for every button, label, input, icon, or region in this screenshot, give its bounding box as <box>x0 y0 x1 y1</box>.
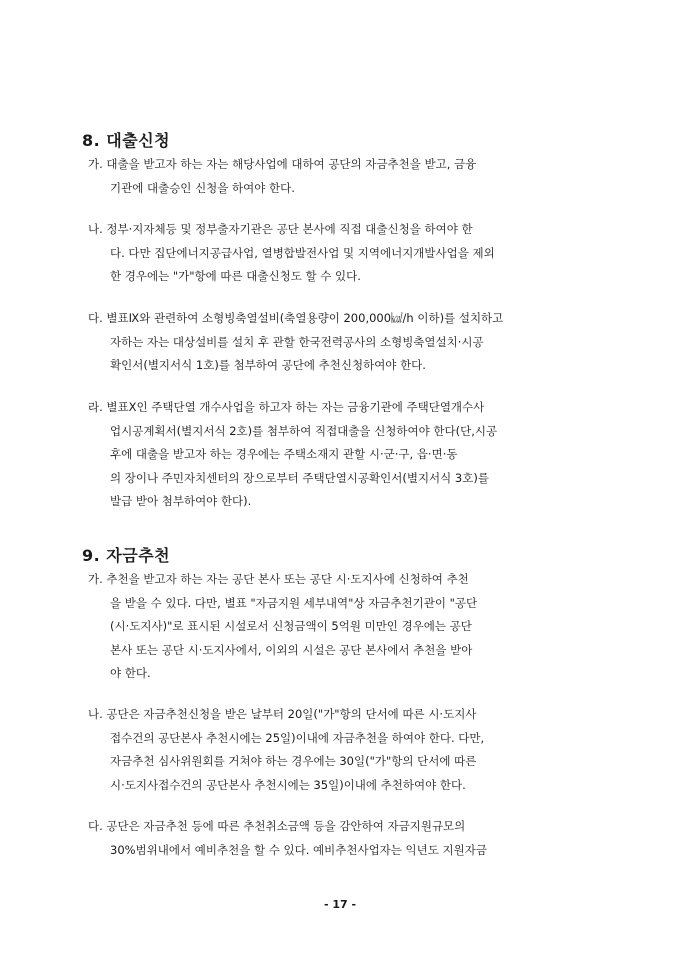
text-line: 후에 대출을 받고자 하는 경우에는 주택소재지 관할 시·군·구, 읍·면·동 <box>110 447 458 461</box>
text-line: 자하는 자는 대상설비를 설치 후 관할 한국전력공사의 소형빙축열설치·시공 <box>110 334 484 349</box>
text-line: 다. 다만 집단에너지공급사업, 열병합발전사업 및 지역에너지개발사업을 제외 <box>110 245 495 260</box>
text-line: 시·도지사접수건의 공단본사 추천시에는 35일)이내에 추천하여야 한다. <box>110 777 466 792</box>
text-line: 30%범위내에서 예비추천을 할 수 있다. 예비추천사업자는 익년도 지원자금 <box>110 842 487 857</box>
section-8-paragraph-ra <box>88 396 608 514</box>
text-line: 나. 정부·지자체등 및 정부출자기관은 공단 본사에 직접 대출신청을 하여야 한 <box>88 222 473 236</box>
text-line: 야 한다. <box>110 666 151 680</box>
text-line: 나. 공단은 자금추천신청을 받은 날부터 20일("가"항의 단서에 따른 시·도지사 <box>88 707 477 721</box>
text-line: 다. 공단은 자금추천 등에 따른 추천취소금액 등을 감안하여 자금지원규모의 <box>88 819 466 833</box>
text-line: 가. 추천을 받고자 하는 자는 공단 본사 또는 공단 시·도지사에 신청하여 추천 <box>88 572 469 586</box>
text-line: 확인서(별지서식 1호)를 첨부하여 공단에 추천신청하여야 한다. <box>110 358 426 372</box>
text-line: (시·도지사)"로 표시된 시설로서 신청금액이 5억원 미만인 경우에는 공단 <box>110 619 472 633</box>
text-line: 한 경우에는 "가"항에 따른 대출신청도 할 수 있다. <box>110 269 361 283</box>
text-line: 가. 대출을 받고자 하는 자는 해당사업에 대하여 공단의 자금추천을 받고, 금융 <box>88 157 477 171</box>
section-8-paragraph-da <box>88 307 608 378</box>
section-title-8: 8. 대출신청 <box>82 131 171 150</box>
text-line: 접수건의 공단본사 추천시에는 25일)이내에 자금추천을 하여야 한다. 다만, <box>110 730 485 745</box>
text-line: 을 받을 수 있다. 다만, 별표 "자금지원 세부내역"상 자금추천기관이 "공단 <box>110 595 478 610</box>
text-line: 다. 별표Ⅸ와 관련하여 소형빙축열설비(축열용량이 200,000㎉/h 이하)를 설치하고 <box>88 311 504 325</box>
section-9-paragraph-da <box>88 815 608 862</box>
text-line: 본사 또는 공단 시·도지사에서, 이외의 시설은 공단 본사에서 추천을 받아 <box>110 642 473 657</box>
text-line: 발급 받아 첨부하여야 한다). <box>110 494 252 508</box>
section-9-paragraph-ga <box>88 568 608 686</box>
text-line: 자금추천 심사위원회를 거쳐야 하는 경우에는 30일("가"항의 단서에 따른 <box>110 754 477 768</box>
text-line: 의 장이나 주민자치센터의 장으로부터 주택단열시공확인서(별지서식 3호)를 <box>110 470 489 485</box>
section-8-paragraph-ga <box>88 153 608 200</box>
text-line: 업시공계획서(별지서식 2호)를 첨부하여 직접대출을 신청하여야 한다(단,시공 <box>110 423 498 438</box>
text-line: 라. 별표Ⅹ인 주택단열 개수사업을 하고자 하는 자는 금융기관에 주택단열개수사 <box>88 400 485 414</box>
text-line: 기관에 대출승인 신청을 하여야 한다. <box>110 180 295 195</box>
page-number: - 17 - <box>323 898 357 911</box>
section-9-paragraph-na <box>88 703 608 797</box>
section-title-9: 9. 자금추천 <box>82 546 171 565</box>
section-8-paragraph-na <box>88 218 608 289</box>
